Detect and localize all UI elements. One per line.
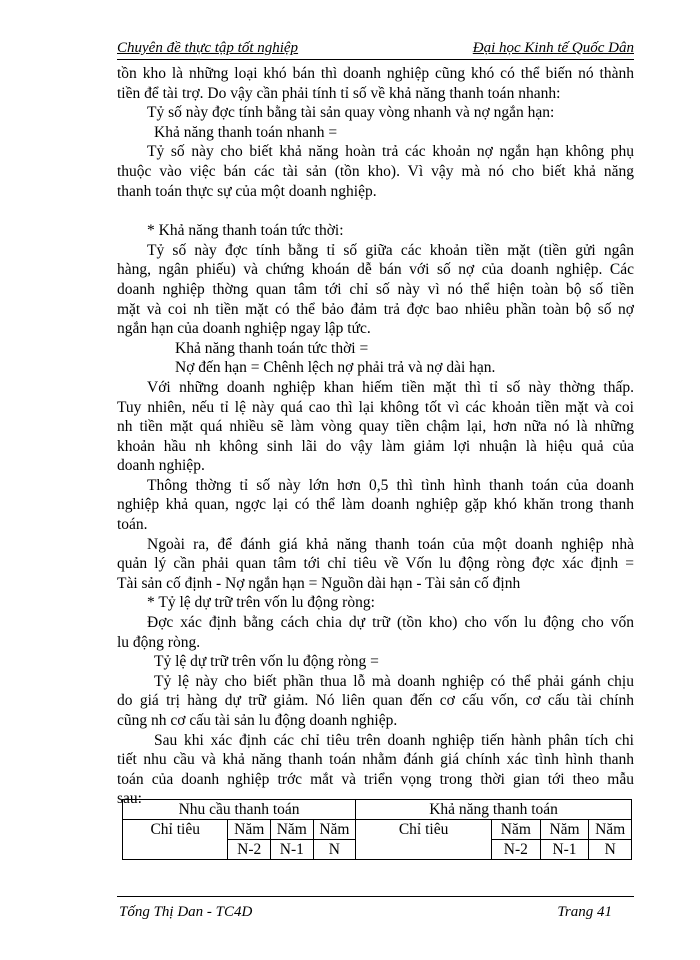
table-header-demand: Nhu cầu thanh toán <box>123 800 356 820</box>
text-line: tiền để tài trợ. Do vậy cần phải tính tỉ số về khả năng thanh toán nhanh: <box>117 84 561 102</box>
header-left-title: Chuyên đề thực tập tốt nghiệp <box>117 40 299 56</box>
formula-line: Nợ đến hạn = Chênh lệch nợ phải trả và nợ dài hạn. <box>175 359 496 377</box>
text-line: Đợc xác định bằng cách chia dự trữ (tồn kho) cho vốn lu động cho vốn <box>147 614 634 632</box>
text-line: Sau khi xác định các chỉ tiêu trên doanh nghiệp tiến hành phân tích chi <box>154 731 634 749</box>
table-cell-year: Năm <box>228 820 271 840</box>
table-cell-year-code: N-2 <box>228 840 271 860</box>
text-line: khoản hầu nh không sinh lãi do vậy làm giảm lợi nhuận là hiệu quả của <box>117 437 634 455</box>
text-line: do giá trị hàng dự trữ giảm. Nó liên quan đến cơ cấu vốn, cơ cấu tài chính <box>117 692 634 710</box>
table-cell-year: Năm <box>271 820 314 840</box>
page-number: Trang 41 <box>557 904 612 920</box>
text-line: toán. <box>117 516 148 534</box>
footer-author: Tống Thị Dan - TC4D <box>119 904 253 920</box>
table-cell-year: Năm <box>313 820 356 840</box>
text-line: Ngoài ra, để đánh giá khả năng thanh toán của một doanh nghiệp nhà <box>147 535 634 553</box>
text-line: Tỷ số này đợc tính bằng tài sản quay vòng nhanh và nợ ngắn hạn: <box>147 104 555 122</box>
text-line: hàng, ngân phiếu) và chứng khoán dễ bán với số nợ của doanh nghiệp. Các <box>117 261 634 279</box>
text-line: thuộc vào việc bán các tài sản (tồn kho). Vì vậy mà nó cho biết khả năng <box>117 162 634 180</box>
footer-rule <box>117 896 634 897</box>
text-line: Tuy nhiên, nếu tỉ lệ này quá cao thì lại không tốt vì các khoản tiền mặt và coi <box>117 398 634 416</box>
text-line: toán của doanh nghiệp trớc mắt và triển vọng trong thời gian tới theo mẫu <box>117 770 634 788</box>
table-cell-year-code: N <box>589 840 632 860</box>
table-cell-year-code: N <box>313 840 356 860</box>
text-line: Tài sản cố định - Nợ ngắn hạn = Nguồn dài hạn - Tài sản cố định <box>117 574 521 592</box>
text-line: mặt và coi nh tiền mặt có thể bảo đảm trả đợc bao nhiêu phần toàn bộ số nợ <box>117 300 634 318</box>
payment-table <box>122 799 632 860</box>
page-header <box>117 40 634 60</box>
text-line: Tỷ lệ này cho biết phần thua lỗ mà doanh nghiệp có thể phải gánh chịu <box>154 672 634 690</box>
text-line: quản lý cần phải quan tâm tới chỉ tiêu về Vốn lu động ròng đợc xác định = <box>117 555 634 573</box>
table-cell-year-code: N-2 <box>492 840 541 860</box>
table-header-capacity: Khả năng thanh toán <box>356 800 632 820</box>
table-cell-year-code: N-1 <box>271 840 314 860</box>
document-body <box>117 64 634 809</box>
header-right-title: Đại học Kinh tế Quốc Dân <box>472 40 634 56</box>
text-line: Tỷ số này cho biết khả năng hoàn trả các khoản nợ ngắn hạn không phụ <box>147 143 634 161</box>
text-line: cũng nh cơ cấu tài sản lu động doanh nghiệp. <box>117 712 398 729</box>
text-line: Tỷ số này đợc tính bằng tỉ số giữa các khoản tiền mặt (tiền gửi ngân <box>147 241 634 259</box>
formula-line: Khả năng thanh toán nhanh = <box>154 123 338 141</box>
table-cell-year: Năm <box>492 820 541 840</box>
text-line: doanh nghiệp. <box>117 457 205 475</box>
table-cell-indicator: Chỉ tiêu <box>356 820 492 860</box>
table-cell-year: Năm <box>589 820 632 840</box>
text-line: Với những doanh nghiệp khan hiếm tiền mặt thì tỉ số này thờng thấp. <box>147 378 634 396</box>
text-line: doanh nghiệp thờng quan tâm tới chỉ số này vì nó thể hiện toàn bộ số tiền <box>117 280 634 298</box>
table-cell-indicator: Chỉ tiêu <box>123 820 228 860</box>
text-line: nghiệp khả quan, ngợc lại có thể làm doanh nghiệp gặp khó khăn trong thanh <box>117 496 634 514</box>
header-rule <box>117 59 634 60</box>
page-footer <box>117 896 634 926</box>
table-cell-year-code: N-1 <box>540 840 589 860</box>
section-heading: * Khả năng thanh toán tức thời: <box>147 222 344 240</box>
formula-line: Tỷ lệ dự trữ trên vốn lu động ròng = <box>154 653 379 671</box>
text-line: nh tiền mặt quá nhiều sẽ làm vòng quay tiền chậm lại, hơn nữa nó là những <box>117 418 634 436</box>
formula-line: Khả năng thanh toán tức thời = <box>175 339 369 357</box>
text-line: tồn kho là những loại khó bán thì doanh nghiệp cũng khó có thể biến nó thành <box>117 65 634 82</box>
section-heading: * Tỷ lệ dự trữ trên vốn lu động ròng: <box>147 594 375 612</box>
text-line: thanh toán thực sự của một doanh nghiệp. <box>117 182 377 200</box>
table-cell-year: Năm <box>540 820 589 840</box>
text-line: ngắn hạn của doanh nghiệp ngay lập tức. <box>117 320 371 338</box>
text-line: tiết nhu cầu và khả năng thanh toán nhằm đánh giá chính xác tình hình thanh <box>117 751 634 769</box>
text-line: lu động ròng. <box>117 633 201 651</box>
text-line: sau: <box>117 790 142 808</box>
text-line: Thông thờng tỉ số này lớn hơn 0,5 thì tình hình thanh toán của doanh <box>147 476 634 494</box>
